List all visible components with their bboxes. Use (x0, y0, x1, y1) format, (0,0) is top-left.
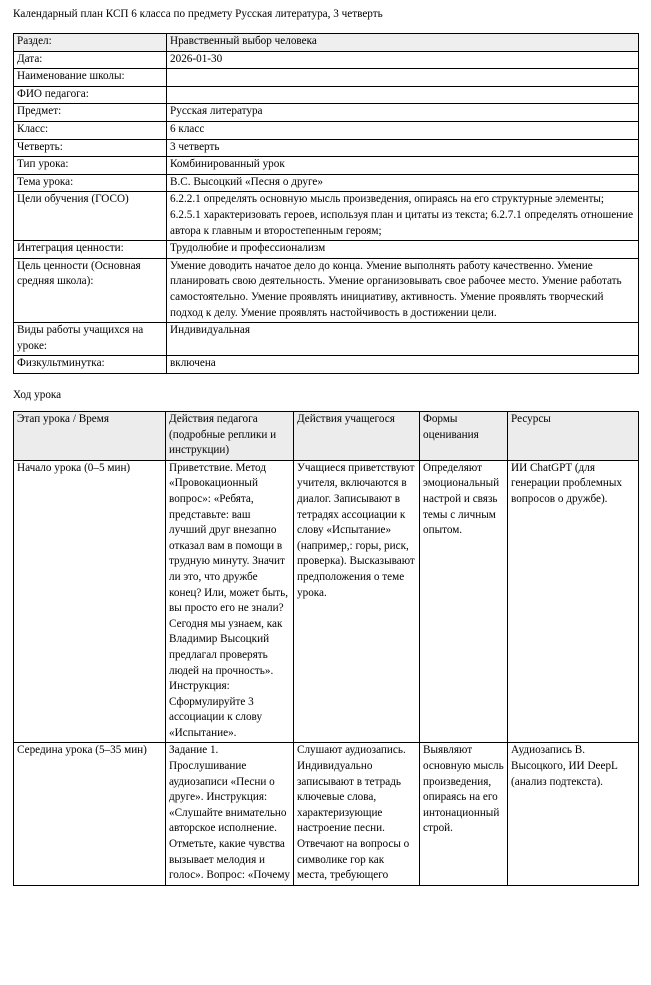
lesson-flow-table (13, 411, 639, 886)
table-row (14, 86, 639, 104)
info-row-value: Русская литература (167, 104, 639, 122)
info-row-label: Интеграция ценности: (14, 241, 167, 259)
info-row-value: Комбинированный урок (167, 157, 639, 175)
flow-cell-resources: Аудиозапись В. Высоцкого, ИИ DeepL (анализ подтекста). (508, 743, 639, 885)
table-row (14, 174, 639, 192)
lesson-info-table (13, 33, 639, 374)
table-row (14, 69, 639, 87)
table-row (14, 241, 639, 259)
table-row (14, 192, 639, 241)
lesson-flow-head (14, 412, 639, 461)
info-row-value: 2026-01-30 (167, 51, 639, 69)
table-row (14, 121, 639, 139)
table-row (14, 323, 639, 356)
info-row-value: Индивидуальная (167, 323, 639, 356)
info-row-value: включена (167, 356, 639, 374)
info-row-value: Трудолюбие и профессионализм (167, 241, 639, 259)
info-row-label: Раздел: (14, 34, 167, 52)
info-row-label: Класс: (14, 121, 167, 139)
info-row-label: Физкультминутка: (14, 356, 167, 374)
column-header-student-actions: Действия учащегося (294, 412, 420, 461)
info-row-label: Цели обучения (ГОСО) (14, 192, 167, 241)
table-row (14, 743, 639, 885)
table-row (14, 139, 639, 157)
info-row-label: ФИО педагога: (14, 86, 167, 104)
flow-cell-teacher-actions: Приветствие. Метод «Провокационный вопрос»: «Ребята, представьте: ваш лучший друг внезапно отказал вам в помощи в трудную минуту. Значит ли это, что дружбе конец? Или, может быть, вы просто его не знали? Сегодня мы узнаем, как Владимир Высоцкий предлагал проверять людей на прочность». Инструкция: Сформулируйте 3 ассоциации к слову «Испытание». (166, 460, 294, 743)
flow-cell-student-actions: Слушают аудиозапись. Индивидуально записывают в тетрадь ключевые слова, характеризующие настроение песни. Отвечают на вопросы о символике гор как места, требующего (294, 743, 420, 885)
column-header-stage: Этап урока / Время (14, 412, 166, 461)
info-row-value: 6 класс (167, 121, 639, 139)
flow-cell-teacher-actions: Задание 1. Прослушивание аудиозаписи «Песни о друге». Инструкция: «Слушайте внимательно авторское исполнение. Отметьте, какие чувства вызывает мелодия и голос». Вопрос: «Почему (166, 743, 294, 885)
flow-cell-resources: ИИ ChatGPT (для генерации проблемных вопросов о дружбе). (508, 460, 639, 743)
info-row-label: Предмет: (14, 104, 167, 122)
flow-cell-stage: Начало урока (0–5 мин) (14, 460, 166, 743)
column-header-teacher-actions: Действия педагога (подробные реплики и инструкции) (166, 412, 294, 461)
table-row (14, 34, 639, 52)
table-row (14, 258, 639, 322)
info-row-value: Умение доводить начатое дело до конца. Умение выполнять работу качественно. Умение планировать свою деятельность. Умение организовывать свое рабочее место. Умение работать самостоятельно. Умение проявлять инициативу, активность. Умение проявлять творческий подход к делу. Умение проявлять настойчивость в достижении цели. (167, 258, 639, 322)
info-row-value (167, 86, 639, 104)
info-row-label: Тип урока: (14, 157, 167, 175)
lesson-flow-body (14, 460, 639, 885)
flow-cell-assessment: Определяют эмоциональный настрой и связь темы с личным опытом. (420, 460, 508, 743)
lesson-info-body (14, 34, 639, 374)
table-row (14, 104, 639, 122)
column-header-assessment-forms: Формы оценивания (420, 412, 508, 461)
flow-cell-student-actions: Учащиеся приветствуют учителя, включаются в диалог. Записывают в тетрадях ассоциации к слову «Испытание» (например,: горы, риск, проверка). Высказывают предположения о теме урока. (294, 460, 420, 743)
column-header-resources: Ресурсы (508, 412, 639, 461)
table-row (14, 460, 639, 743)
info-row-value: 3 четверть (167, 139, 639, 157)
info-row-value: 6.2.2.1 определять основную мысль произведения, опираясь на его структурные элементы; 6.2.5.1 характеризовать героев, используя план и цитаты из текста; 6.2.7.1 определять отношение автора к главным и второстепенным героям; (167, 192, 639, 241)
info-row-value: В.С. Высоцкий «Песня о друге» (167, 174, 639, 192)
info-row-label: Наименование школы: (14, 69, 167, 87)
info-row-label: Виды работы учащихся на уроке: (14, 323, 167, 356)
flow-cell-assessment: Выявляют основную мысль произведения, опираясь на его интонационный строй. (420, 743, 508, 885)
info-row-label: Дата: (14, 51, 167, 69)
table-row (14, 356, 639, 374)
page-title: Календарный план КСП 6 класса по предмету Русская литература, 3 четверть (13, 8, 383, 20)
table-row (14, 51, 639, 69)
flow-cell-stage: Середина урока (5–35 мин) (14, 743, 166, 885)
table-header-row (14, 412, 639, 461)
table-row (14, 157, 639, 175)
info-row-label: Тема урока: (14, 174, 167, 192)
section-caption: Ход урока (13, 389, 62, 401)
info-row-label: Четверть: (14, 139, 167, 157)
info-row-value (167, 69, 639, 87)
info-row-value: Нравственный выбор человека (167, 34, 639, 52)
info-row-label: Цель ценности (Основная средняя школа): (14, 258, 167, 322)
